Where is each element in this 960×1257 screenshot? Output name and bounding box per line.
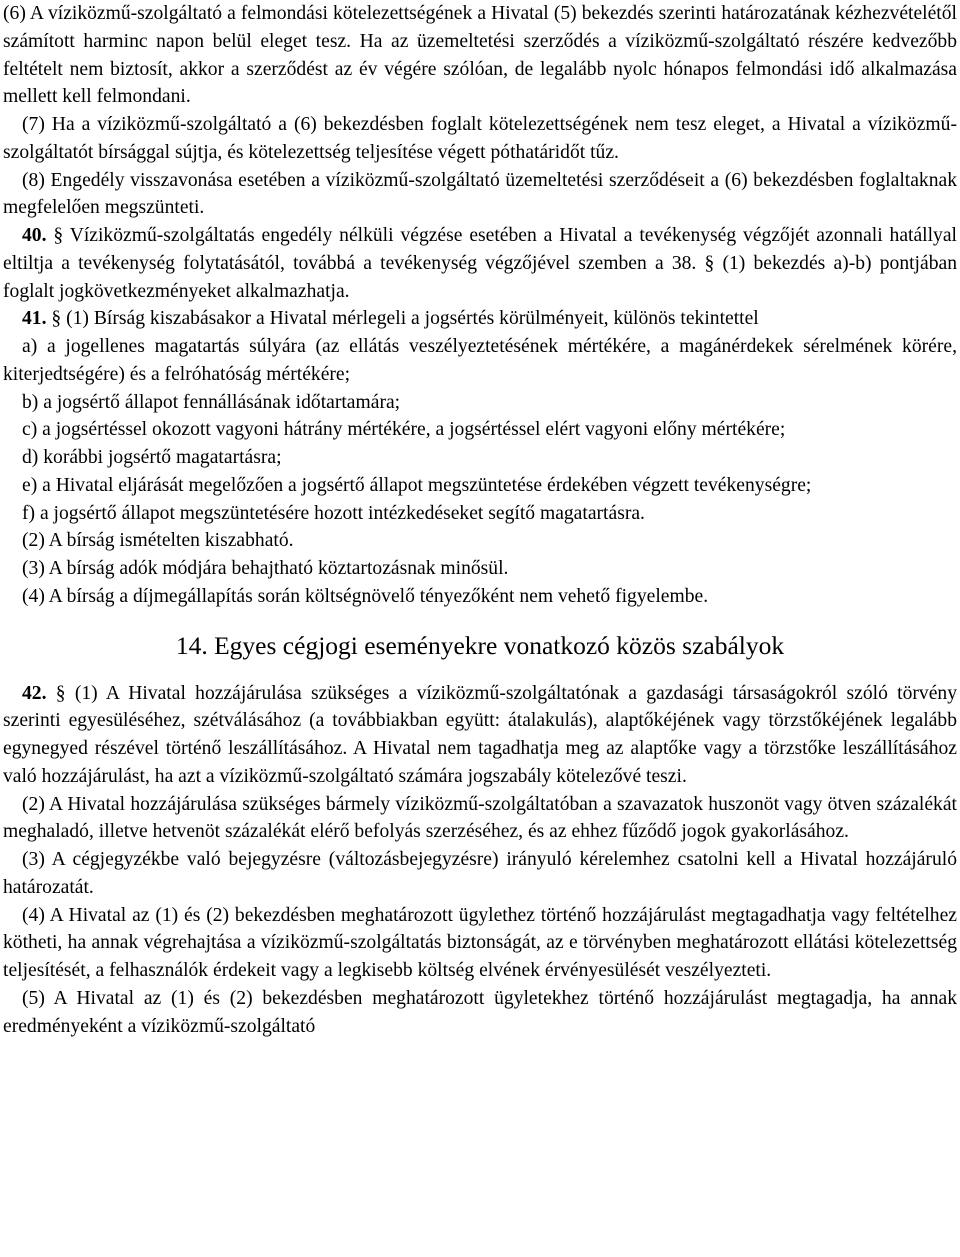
section-41-item-b: b) a jogsértő állapot fennállásának időtartamára; xyxy=(22,391,401,413)
section-41-paragraph-3: (3) A bírság adók módjára behajtható köztartozásnak minősül. xyxy=(22,558,509,579)
paragraph-8: (8) Engedély visszavonása esetében a víziközmű-szolgáltató üzemeltetési szerződéseit a (6) bekezdésben foglaltaknak megfelelően megszünteti. xyxy=(3,169,957,219)
section-41-text: § (1) Bírság kiszabásakor a Hivatal mérlegeli a jogsértés körülményeit, különös tekintettel xyxy=(46,308,759,330)
section-41-item-a: a) a jogellenes magatartás súlyára (az ellátás veszélyeztetésének mértékére, a magánérdekek sérelmének körére, kiterjedtségére) és a felróhatóság mértékére; xyxy=(3,336,957,385)
section-41-item-f: f) a jogsértő állapot megszüntetésére hozott intézkedéseket segítő magatartásra. xyxy=(22,502,645,524)
section-42-paragraph-3: (3) A cégjegyzékbe való bejegyzésre (változásbejegyzésre) irányuló kérelemhez csatolni kell a Hivatal hozzájáruló határozatát. xyxy=(3,849,957,898)
section-41-paragraph-4: (4) A bírság a díjmegállapítás során költségnövelő tényezőként nem vehető figyelembe. xyxy=(22,585,709,607)
section-42-paragraph-2: (2) A Hivatal hozzájárulása szükséges bármely víziközmű-szolgáltatóban a szavazatok huszonöt vagy ötven százalékát meghaladó, illetve hetvenöt százalékát elérő befolyás szerzéséhez, és az ehhez fűződő jogok gyakorlásához. xyxy=(3,793,957,843)
section-42-number: 42. xyxy=(22,682,47,704)
paragraph-7: (7) Ha a víziközmű-szolgáltató a (6) bekezdésben foglalt kötelezettségének nem tesz eleget, a Hivatal a víziközmű-szolgáltatót bírsággal sújtja, és kötelezettség teljesítése végett póthatáridőt tűz. xyxy=(3,114,957,163)
section-42-paragraph-5: (5) A Hivatal az (1) és (2) bekezdésben meghatározott ügyletekhez történő hozzájárulást megtagadja, ha annak eredményeként a víziközmű-szolgáltató xyxy=(3,987,957,1037)
section-41-number: 41. xyxy=(22,308,47,330)
section-41-item-e: e) a Hivatal eljárását megelőzően a jogsértő állapot megszüntetése érdekében végzett tevékenységre; xyxy=(22,474,812,496)
paragraph-6: (6) A víziközmű-szolgáltató a felmondási kötelezettségének a Hivatal (5) bekezdés szerinti határozatának kézhezvételétől számított harminc napon belül eleget tesz. Ha az üzemeltetési szerződés a víziközmű-szolgáltató részére kedvezőbb feltételt nem biztosít, akkor a szerződést az év végére szólóan, de legalább nyolc hónapos felmondási idő alkalmazása mellett kell felmondani. xyxy=(3,3,957,108)
section-40 xyxy=(3,222,957,305)
section-41-item-d: d) korábbi jogsértő magatartásra; xyxy=(22,447,282,468)
chapter-heading: 14. Egyes cégjogi eseményekre vonatkozó közös szabályok xyxy=(175,630,785,660)
section-41-paragraph-2: (2) A bírság ismételten kiszabható. xyxy=(22,530,294,552)
section-42-paragraph-4: (4) A Hivatal az (1) és (2) bekezdésben meghatározott ügylethez történő hozzájárulást megtagadhatja vagy feltételhez kötheti, ha annak végrehajtása a víziközmű-szolgáltatás biztonságát, az e törvényben meghatározott ellátási kötelezettség teljesítését, a felhasználók érdekeit vagy a legkisebb költség elvének érvényesülését veszélyezteti. xyxy=(3,904,957,981)
section-40-number: 40. xyxy=(22,225,47,246)
section-41 xyxy=(3,305,957,333)
section-40-text: § Víziközmű-szolgáltatás engedély nélküli végzése esetében a Hivatal a tevékenység végzőjét azonnali hatállyal eltiltja a tevékenység folytatásától, továbbá a tevékenység végzőjével szemben a 38. § (1) bekezdés a)-b) pontjában foglalt jogkövetkezményeket alkalmazhatja. xyxy=(3,225,957,302)
section-41-item-c: c) a jogsértéssel okozott vagyoni hátrány mértékére, a jogsértéssel elért vagyoni előny mértékére; xyxy=(22,419,786,441)
section-42 xyxy=(3,680,957,791)
section-42-text: § (1) A Hivatal hozzájárulása szükséges a víziközmű-szolgáltatónak a gazdasági társaságokról szóló törvény szerinti egyesüléséhez, szétválásához (a továbbiakban együtt: átalakulás), alaptőkéjének vagy törzstőkéjének legalább egynegyed részével történő leszállításához. A Hivatal nem tagadhatja meg az alaptőke vagy a törzstőke leszállításához való hozzájárulást, ha azt a víziközmű-szolgáltató számára jogszabály kötelezővé teszi. xyxy=(3,682,957,787)
